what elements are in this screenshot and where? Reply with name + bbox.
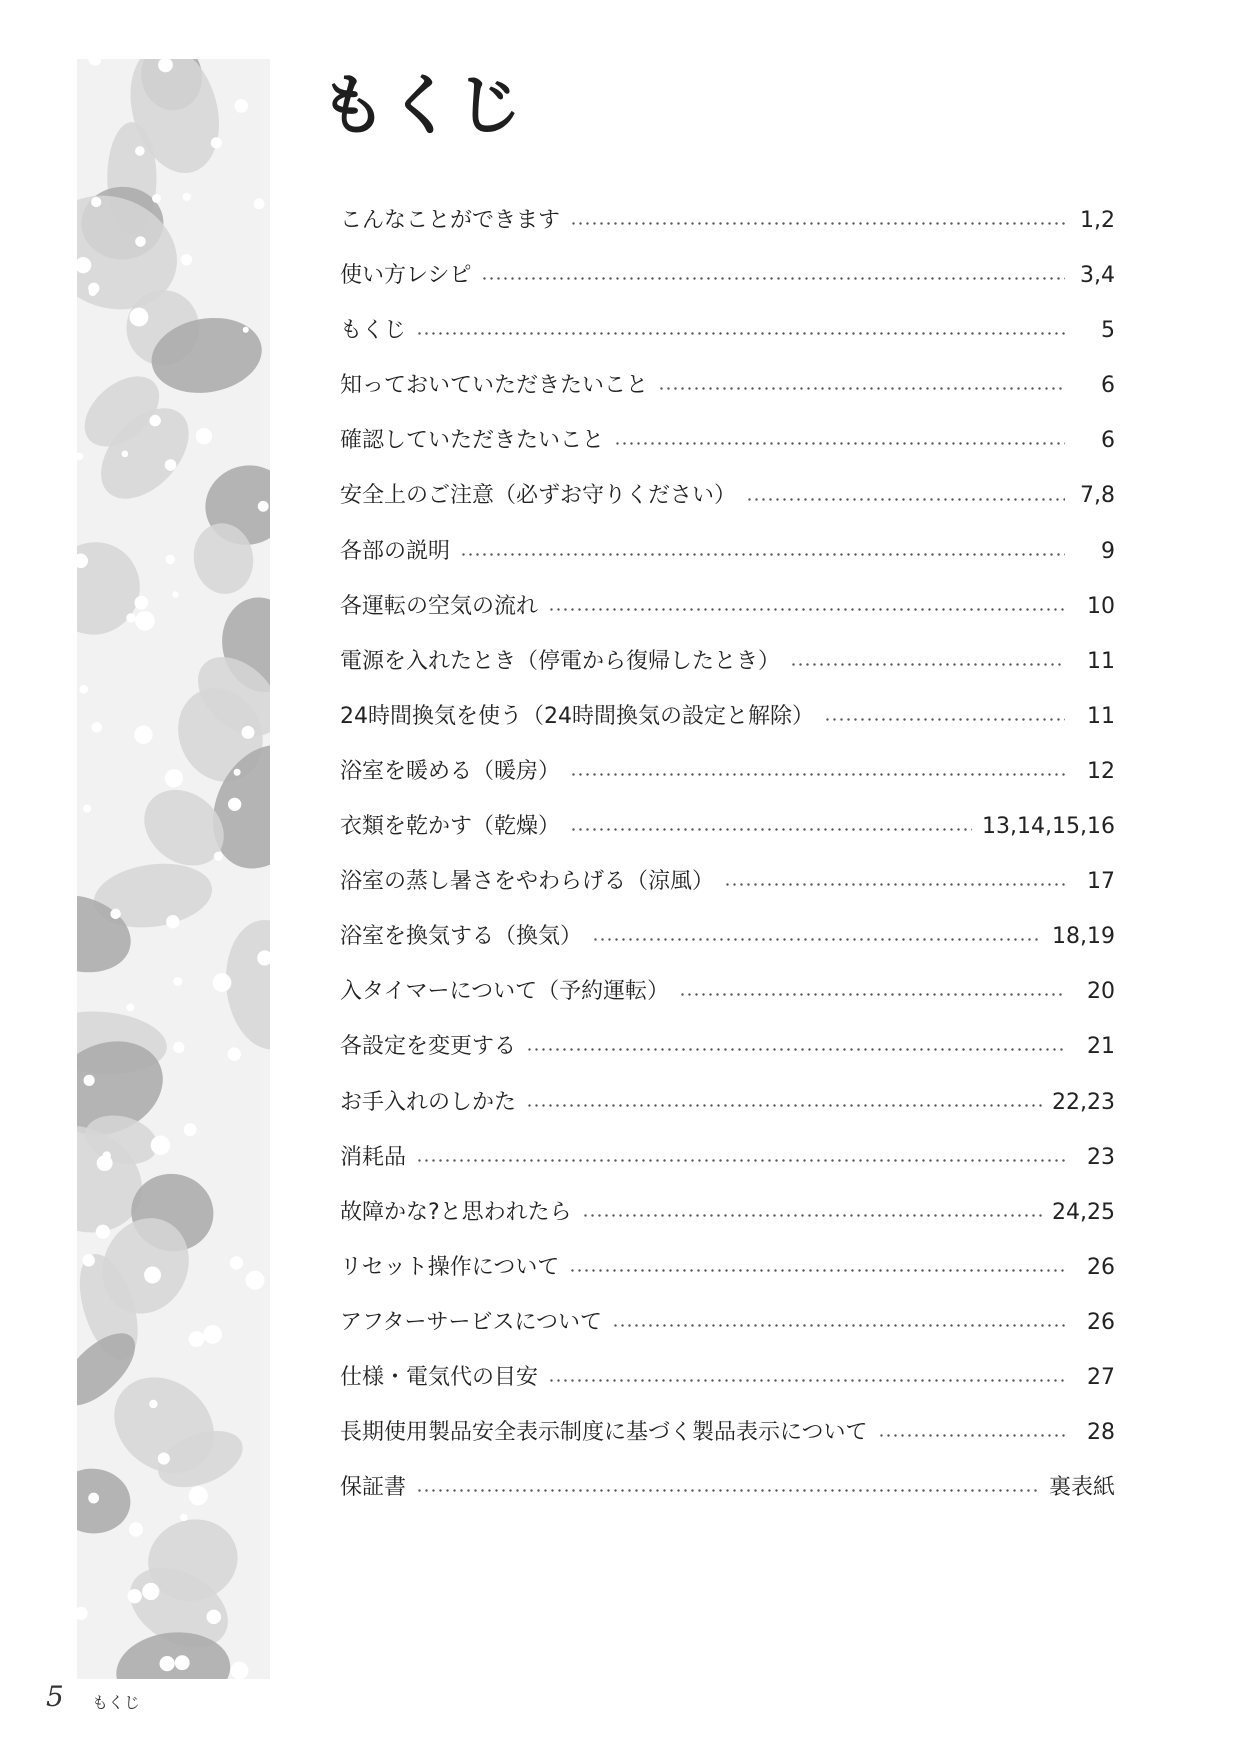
toc-entry-label: リセット操作について: [340, 1254, 560, 1280]
pattern-dot: [152, 194, 161, 203]
table-of-contents: [340, 193, 1115, 1515]
dot-leader: [526, 1104, 1042, 1107]
pattern-dot: [121, 450, 128, 457]
pattern-dot: [165, 459, 177, 471]
pattern-dot: [77, 1607, 88, 1620]
toc-entry[interactable]: [340, 689, 1115, 744]
toc-entry-page: 10: [1087, 593, 1115, 619]
toc-entry-label: 電源を入れたとき（停電から復帰したとき）: [340, 648, 781, 674]
toc-entry-label: 長期使用製品安全表示制度に基づく製品表示について: [340, 1420, 868, 1446]
toc-entry-label: 各運転の空気の流れ: [340, 593, 539, 619]
pattern-dot: [211, 137, 222, 148]
toc-entry[interactable]: [340, 1295, 1115, 1350]
pattern-dot: [110, 909, 120, 919]
toc-entry-page: 21: [1087, 1034, 1115, 1060]
dot-leader: [592, 938, 1042, 941]
pattern-dot: [134, 596, 148, 610]
dot-leader: [548, 1379, 1065, 1382]
toc-entry[interactable]: [340, 964, 1115, 1019]
toc-entry-label: 知っておいていただきたいこと: [340, 373, 649, 399]
footer-section-label: もくじ: [92, 1693, 141, 1712]
pattern-dot: [189, 1486, 208, 1505]
toc-entry[interactable]: [340, 579, 1115, 634]
pattern-dot: [230, 1256, 243, 1269]
toc-entry-label: アフターサービスについて: [340, 1309, 603, 1335]
toc-entry[interactable]: [340, 524, 1115, 579]
toc-entry-page: 3,4: [1080, 263, 1115, 289]
toc-entry-page: 27: [1087, 1364, 1115, 1390]
pattern-dot: [173, 1042, 184, 1053]
toc-entry-label: 浴室を暖める（暖房）: [340, 758, 561, 784]
dot-leader: [824, 718, 1065, 721]
dot-leader: [416, 332, 1065, 335]
pattern-dot: [80, 685, 89, 694]
pattern-dot: [97, 1155, 113, 1171]
dot-leader: [570, 828, 972, 831]
toc-entry[interactable]: [340, 634, 1115, 689]
toc-entry-page: 1,2: [1080, 208, 1115, 233]
pattern-dot: [242, 726, 255, 739]
pattern-dot: [258, 501, 269, 512]
dot-leader: [658, 387, 1065, 390]
pattern-dot: [234, 99, 248, 113]
toc-entry-label: 安全上のご注意（必ずお守りください）: [340, 483, 737, 509]
toc-entry-label: 各部の説明: [340, 538, 451, 564]
dot-leader: [612, 1324, 1065, 1327]
toc-entry-label: 浴室の蒸し暑さをやわらげる（涼風）: [340, 869, 715, 895]
toc-entry[interactable]: [340, 193, 1115, 248]
dot-leader: [481, 277, 1065, 280]
toc-entry-label: 各設定を変更する: [340, 1034, 517, 1060]
toc-entry-page: 20: [1087, 979, 1115, 1005]
toc-entry[interactable]: [340, 1185, 1115, 1240]
dot-leader: [614, 442, 1065, 445]
toc-entry[interactable]: [340, 1460, 1115, 1515]
pattern-dot: [173, 977, 182, 986]
pattern-dot: [175, 1655, 190, 1670]
pattern-dot: [144, 1267, 161, 1284]
toc-entry-label: 衣類を乾かす（乾燥）: [340, 814, 561, 840]
page-title: もくじ: [320, 67, 524, 144]
pattern-dot: [158, 1452, 170, 1464]
toc-entry[interactable]: [340, 1240, 1115, 1295]
pattern-dot: [172, 591, 178, 597]
toc-entry-label: 24時間換気を使う（24時間換気の設定と解除）: [340, 703, 814, 729]
toc-entry-label: こんなことができます: [340, 208, 561, 233]
toc-entry-page: 11: [1087, 648, 1115, 674]
pattern-blob: [77, 1465, 133, 1536]
pattern-dot: [166, 915, 179, 928]
toc-entry-label: 使い方レシピ: [340, 263, 472, 289]
toc-entry-label: 仕様・電気代の目安: [340, 1364, 539, 1390]
pattern-dot: [227, 1047, 241, 1061]
pattern-dot: [160, 1656, 175, 1671]
toc-entry[interactable]: [340, 248, 1115, 303]
toc-entry[interactable]: [340, 854, 1115, 909]
pattern-dot: [89, 288, 97, 296]
pattern-dot: [142, 1583, 159, 1600]
pattern-dot: [96, 1225, 110, 1239]
pattern-dot: [243, 327, 249, 333]
decorative-side-pattern: [77, 59, 270, 1679]
dot-leader: [790, 663, 1065, 666]
toc-entry-page: 裏表紙: [1048, 1475, 1115, 1501]
toc-entry-label: 入タイマーについて（予約運転）: [340, 979, 670, 1005]
toc-entry-page: 28: [1087, 1420, 1115, 1446]
pattern-dot: [84, 1075, 95, 1086]
pattern-dot: [135, 611, 155, 631]
toc-entry[interactable]: [340, 1350, 1115, 1405]
pattern-dot: [82, 1254, 94, 1266]
page-number: 5: [46, 1680, 64, 1713]
toc-entry[interactable]: [340, 413, 1115, 468]
pattern-dot: [91, 197, 101, 207]
pattern-dot: [126, 1003, 134, 1011]
toc-entry-label: 浴室を換気する（換気）: [340, 924, 583, 950]
pattern-dot: [207, 1610, 222, 1625]
pattern-dot: [91, 722, 101, 732]
pattern-dot: [254, 198, 265, 209]
pattern-dot: [189, 1331, 205, 1347]
pattern-dot: [127, 1589, 141, 1603]
dot-leader: [746, 498, 1065, 501]
toc-entry-page: 12: [1087, 758, 1115, 784]
toc-entry-label: 保証書: [340, 1475, 407, 1501]
toc-entry[interactable]: [340, 468, 1115, 523]
toc-entry[interactable]: [340, 358, 1115, 413]
dot-leader: [548, 608, 1065, 611]
dot-leader: [460, 553, 1065, 556]
toc-entry-label: 故障かな?と思われたら: [340, 1199, 572, 1225]
toc-entry[interactable]: [340, 303, 1115, 358]
pattern-dot: [203, 1325, 222, 1344]
pattern-dot: [213, 973, 232, 992]
pattern-dot: [181, 254, 192, 265]
pattern-dot: [165, 769, 183, 787]
toc-entry-label: もくじ: [340, 318, 407, 344]
pattern-dot: [246, 1271, 265, 1290]
toc-entry-page: 6: [1101, 373, 1115, 399]
pattern-dot: [129, 308, 148, 327]
toc-entry-page: 9: [1101, 538, 1115, 564]
toc-entry[interactable]: [340, 1019, 1115, 1074]
pattern-blob: [77, 527, 156, 650]
toc-entry-page: 11: [1087, 703, 1115, 729]
pattern-dot: [149, 415, 160, 426]
dot-leader: [416, 1489, 1039, 1492]
toc-entry-page: 22,23: [1052, 1089, 1115, 1115]
toc-entry[interactable]: [340, 1075, 1115, 1130]
pattern-dot: [234, 769, 241, 776]
dot-leader: [416, 1159, 1065, 1162]
toc-entry-page: 23: [1087, 1144, 1115, 1170]
toc-entry-page: 7,8: [1080, 483, 1115, 509]
pattern-dot: [230, 1662, 248, 1679]
toc-entry-label: 確認していただきたいこと: [340, 428, 605, 454]
pattern-dot: [183, 193, 191, 201]
dot-leader: [724, 883, 1065, 886]
toc-entry-page: 6: [1101, 428, 1115, 454]
toc-entry[interactable]: [340, 909, 1115, 964]
pattern-dot: [196, 428, 212, 444]
toc-entry[interactable]: [340, 1405, 1115, 1460]
toc-entry-page: 5: [1101, 318, 1115, 344]
dot-leader: [526, 1048, 1065, 1051]
dot-leader: [878, 1434, 1065, 1437]
blob-pattern-graphic: [77, 59, 270, 1679]
pattern-dot: [135, 236, 146, 247]
dot-leader: [570, 773, 1065, 776]
pattern-dot: [228, 798, 241, 811]
pattern-dot: [83, 805, 91, 813]
toc-entry-page: 13,14,15,16: [982, 814, 1115, 840]
pattern-dot: [88, 1493, 99, 1504]
toc-entry-page: 26: [1087, 1309, 1115, 1335]
toc-entry-page: 17: [1087, 869, 1115, 895]
pattern-dot: [151, 1136, 170, 1155]
pattern-dot: [184, 1123, 197, 1136]
pattern-dot: [129, 1522, 143, 1536]
dot-leader: [570, 222, 1065, 225]
pattern-dot: [214, 852, 223, 861]
toc-entry[interactable]: [340, 1130, 1115, 1185]
pattern-dot: [149, 1400, 157, 1408]
pattern-dot: [134, 725, 153, 744]
toc-entry-page: 24,25: [1052, 1199, 1115, 1225]
dot-leader: [679, 993, 1065, 996]
dot-leader: [569, 1269, 1065, 1272]
toc-entry-label: 消耗品: [340, 1144, 407, 1170]
toc-entry-page: 18,19: [1052, 924, 1115, 950]
pattern-dot: [126, 613, 135, 622]
pattern-dot: [165, 555, 174, 564]
dot-leader: [582, 1214, 1042, 1217]
pattern-dot: [180, 1514, 187, 1521]
pattern-dot: [135, 146, 145, 156]
toc-entry[interactable]: [340, 799, 1115, 854]
pattern-dot: [77, 453, 83, 461]
pattern-dot: [89, 59, 102, 66]
toc-entry-page: 26: [1087, 1254, 1115, 1280]
toc-entry[interactable]: [340, 744, 1115, 799]
toc-entry-label: お手入れのしかた: [340, 1089, 517, 1115]
